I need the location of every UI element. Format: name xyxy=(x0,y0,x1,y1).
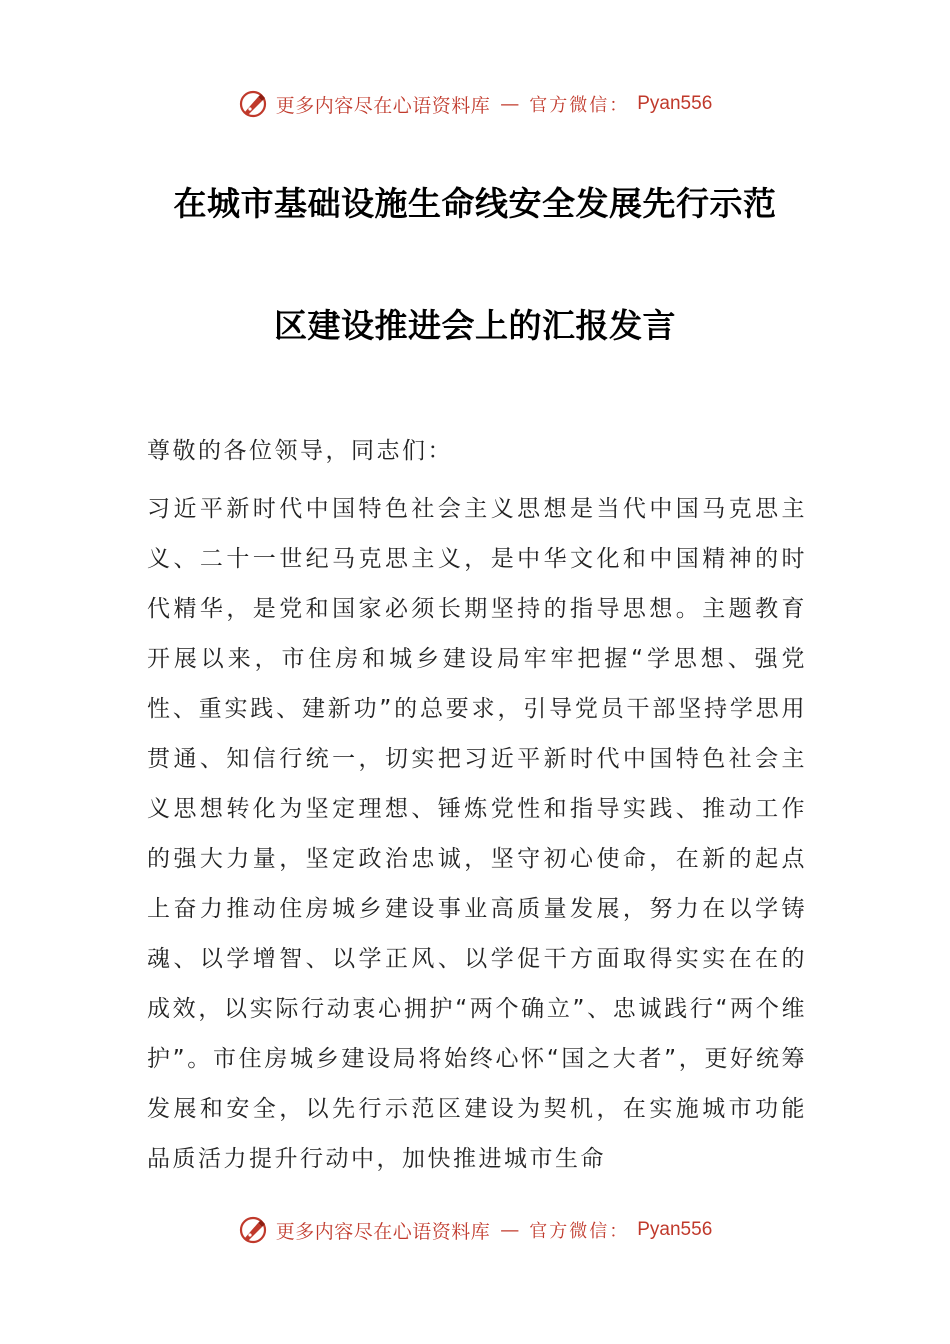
watermark-official-label: 官方微信： xyxy=(529,95,630,116)
greeting: 尊敬的各位领导，同志们： xyxy=(147,438,453,464)
document-title-line-2: 区建设推进会上的汇报发言 xyxy=(274,306,676,345)
pen-nib-circle-logo-icon xyxy=(238,1215,268,1245)
body-paragraph: 习近平新时代中国特色社会主义思想是当代中国马克思主义、二十一世纪马克思主义，是中华文化和中国精神的时代精华，是党和国家必须长期坚持的指导思想。主题教育开展以来，市住房和城乡建设局牢牢把握“学思想、强党性、重实践、建新功”的总要求，引导党员干部坚持学思用贯通、知信行统一，切实把习近平新时代中国特色社会主义思想转化为坚定理想、锤炼党性和指导实践、推动工作的强大力量，坚定政治忠诚，坚守初心使命，在新的起点上奋力推动住房城乡建设事业高质量发展，努力在以学铸魂、以学增智、以学正风、以学促干方面取得实实在在的成效，以实际行动衷心拥护“两个确立”、忠诚践行“两个维护”。市住房城乡建设局将始终心怀“国之大者”，更好统筹发展和安全，以先行示范区建设为契机，在实施城市功能品质活力提升行动中，加快推进城市生命 xyxy=(147,496,807,1172)
watermark-footer xyxy=(0,1212,950,1248)
watermark-official-label: 官方微信： xyxy=(529,1221,630,1242)
document-title-line-1: 在城市基础设施生命线安全发展先行示范 xyxy=(173,184,777,223)
watermark-wechat-id: Pyan556 xyxy=(637,1219,713,1240)
watermark-wechat-id: Pyan556 xyxy=(637,93,713,114)
watermark-text: 更多内容尽在心语资料库 xyxy=(275,94,491,117)
watermark-text: 更多内容尽在心语资料库 xyxy=(275,1220,491,1243)
pen-nib-circle-logo-icon xyxy=(238,89,268,119)
watermark-separator: — xyxy=(500,1219,520,1241)
watermark-separator: — xyxy=(500,93,520,115)
watermark-header xyxy=(0,86,950,122)
